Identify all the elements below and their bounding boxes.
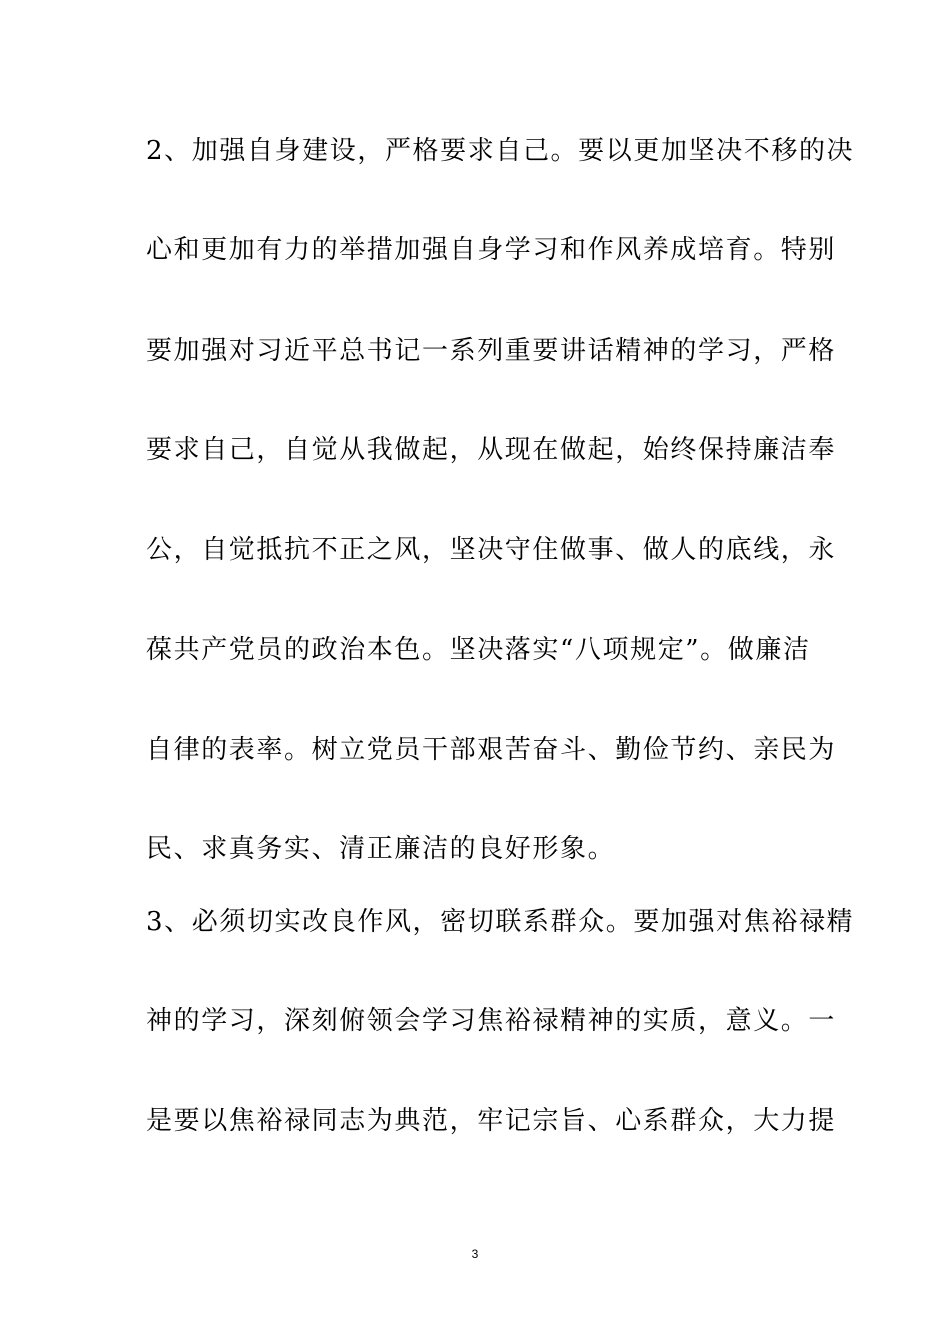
- text-line: 民、求真务实、清正廉洁的良好形象。: [146, 834, 616, 864]
- text-line: 自律的表率。树立党员干部艰苦奋斗、勤俭节约、亲民为: [146, 735, 837, 765]
- text-line: 是要以焦裕禄同志为典范，牢记宗旨、心系群众，大力提: [146, 1106, 837, 1136]
- text-line: 2、加强自身建设，严格要求自己。要以更加坚决不移的决: [146, 136, 855, 166]
- text-line: 要求自己，自觉从我做起，从现在做起，始终保持廉洁奉: [146, 435, 837, 465]
- text-line: 心和更加有力的举措加强自身学习和作风养成培育。特别: [146, 235, 837, 265]
- text-line: 公，自觉抵抗不正之风，坚决守住做事、做人的底线，永: [146, 535, 837, 565]
- text-line: 神的学习，深刻俯领会学习焦裕禄精神的实质，意义。一: [146, 1006, 837, 1036]
- text-line: 3、必须切实改良作风，密切联系群众。要加强对焦裕禄精: [146, 907, 855, 937]
- text-line: 葆共产党员的政治本色。坚决落实“八项规定”。做廉洁: [146, 635, 811, 665]
- page-number: 3: [471, 1247, 479, 1261]
- text-line: 要加强对习近平总书记一系列重要讲话精神的学习，严格: [146, 336, 837, 366]
